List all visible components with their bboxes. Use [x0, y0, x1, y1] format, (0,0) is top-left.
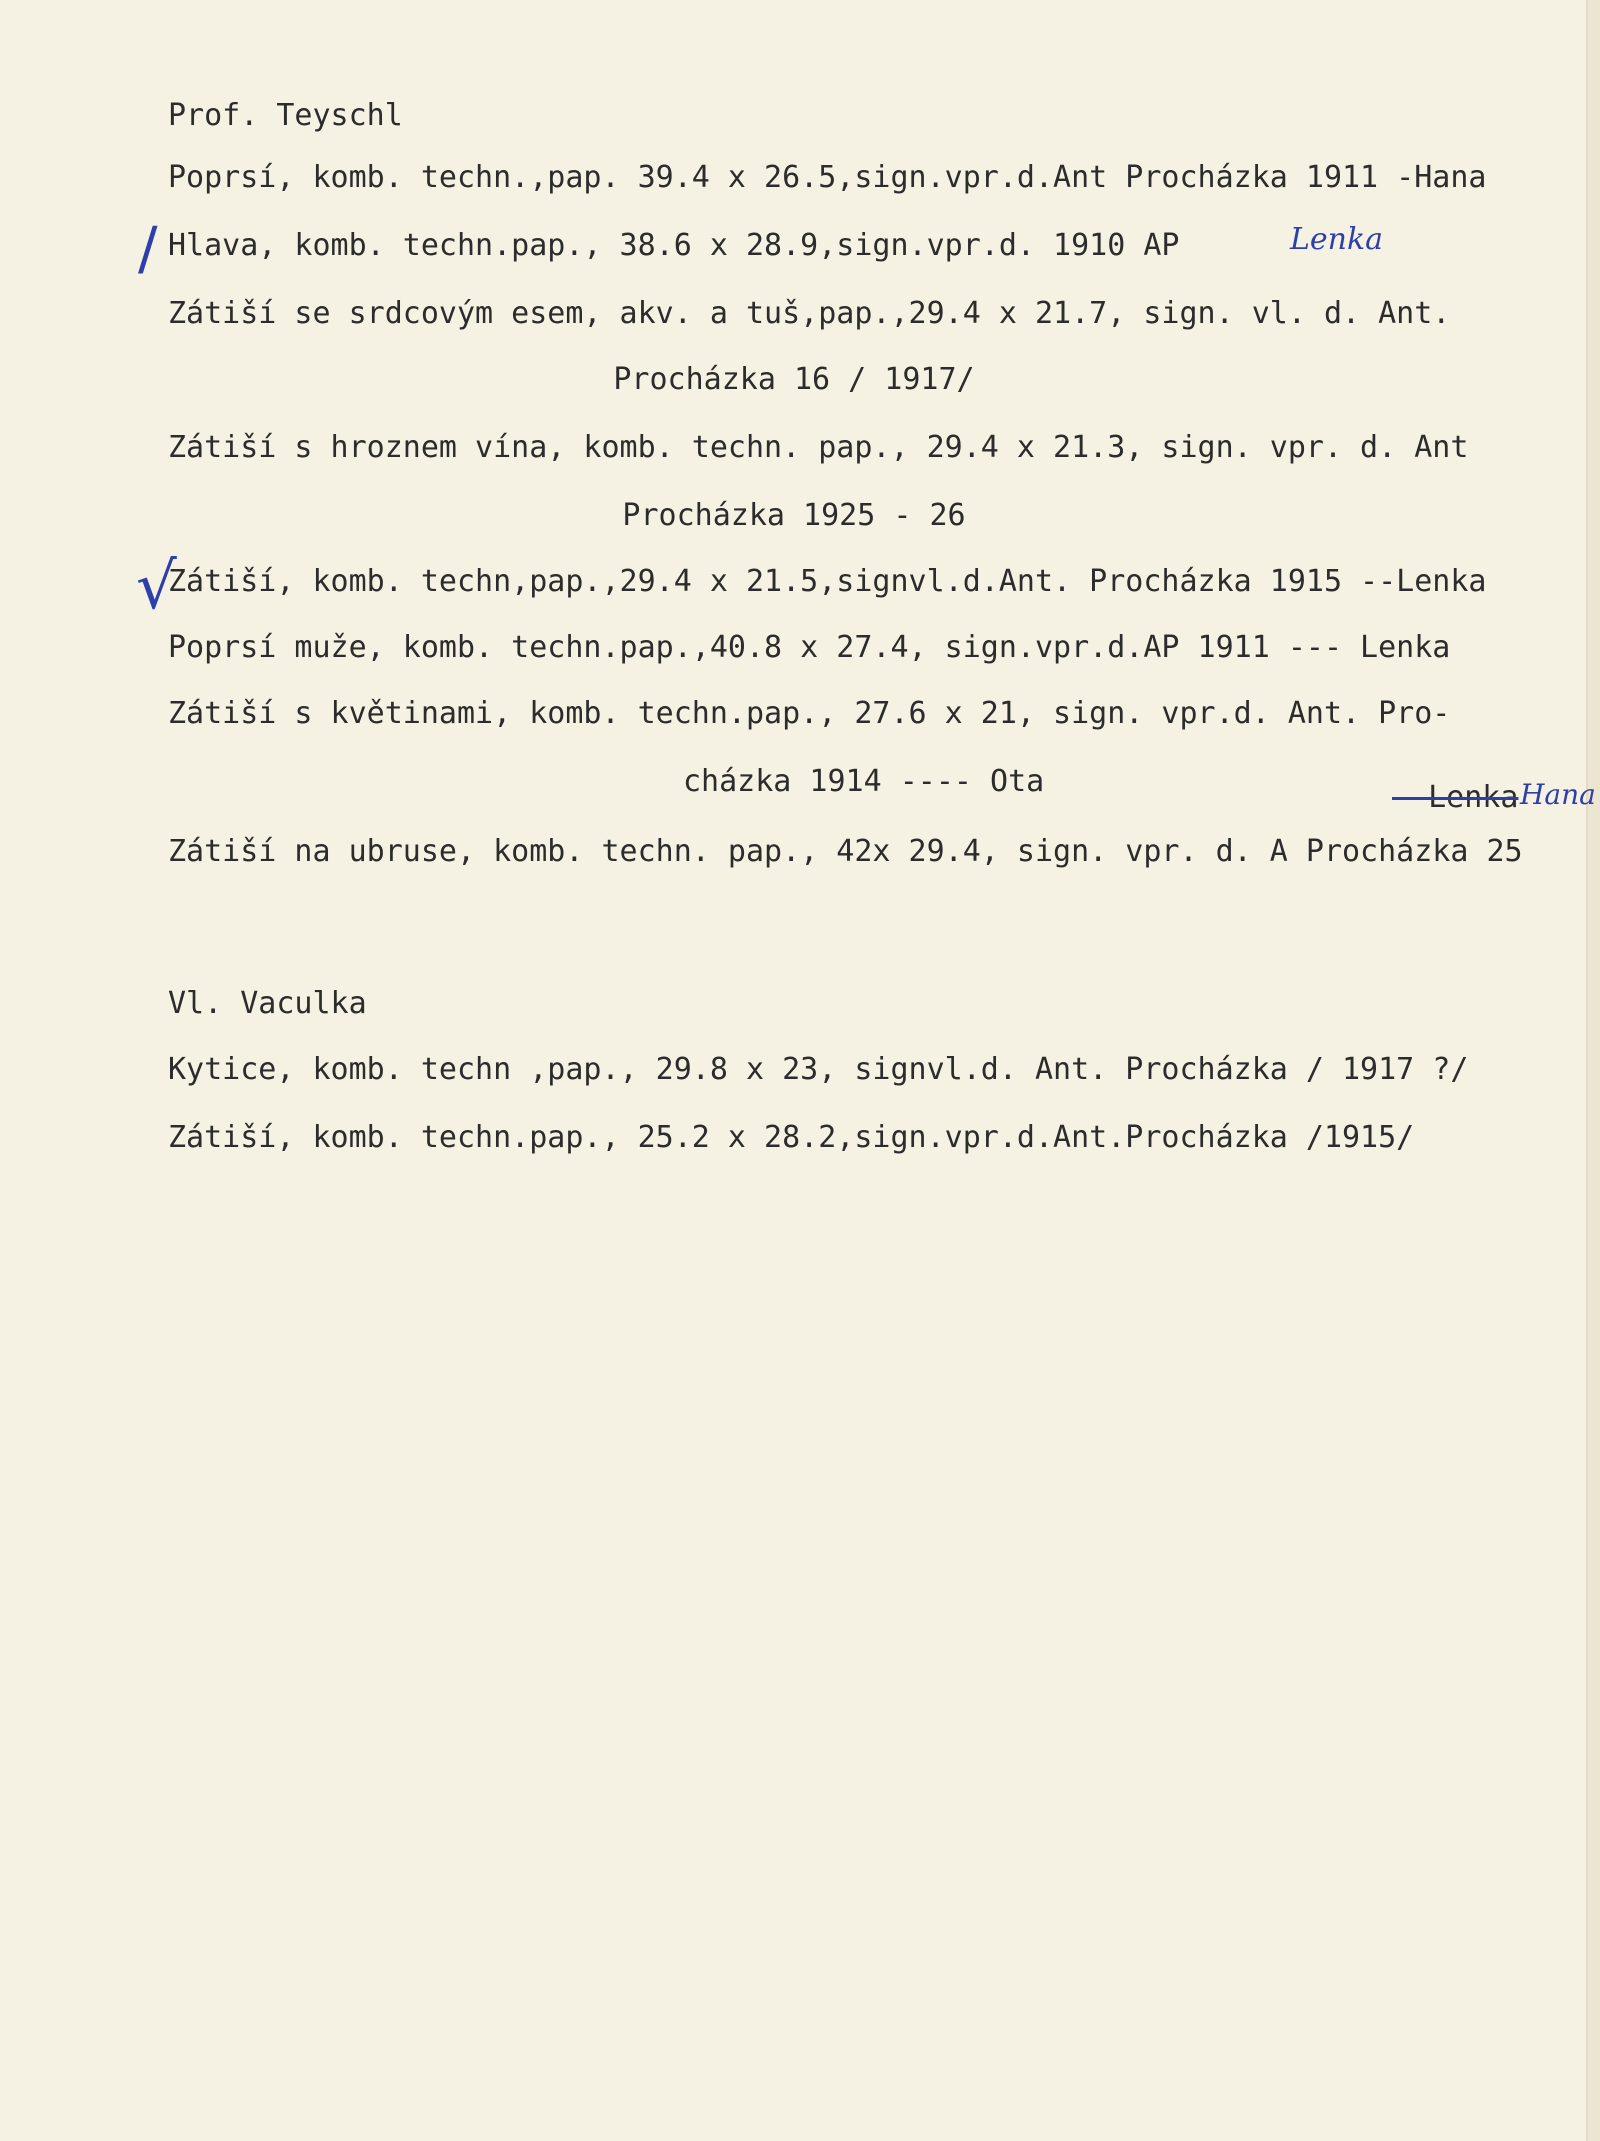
entry-line: Zátiší s hroznem vína, komb. techn. pap., 29.4 x 21.3, sign. vpr. d. Ant	[168, 430, 1469, 465]
section-heading-teyschl: Prof. Teyschl	[168, 98, 403, 133]
handwritten-note: Lenka	[1290, 222, 1384, 257]
page-edge	[1588, 0, 1600, 2141]
entry-line: Zátiší se srdcovým esem, akv. a tuš,pap.,29.4 x 21.7, sign. vl. d. Ant.	[168, 296, 1451, 331]
entry-line: Kytice, komb. techn ,pap., 29.8 x 23, signvl.d. Ant. Procházka / 1917 ?/	[168, 1052, 1469, 1087]
entry-line-continued: cházka 1914 ---- Ota	[683, 764, 1045, 799]
entry-line: Hlava, komb. techn.pap., 38.6 x 28.9,sign.vpr.d. 1910 AP	[168, 228, 1180, 263]
check-mark-icon: √	[136, 550, 177, 624]
entry-line: Poprsí muže, komb. techn.pap.,40.8 x 27.4, sign.vpr.d.AP 1911 --- Lenka	[168, 630, 1451, 665]
check-mark-icon: /	[138, 214, 158, 282]
entry-line: Poprsí, komb. techn.,pap. 39.4 x 26.5,sign.vpr.d.Ant Procházka 1911 -Hana	[168, 160, 1487, 195]
struck-note: --Lenka	[1392, 780, 1519, 815]
handwritten-note: Hana	[1520, 778, 1596, 811]
entry-line-continued: Procházka 16 / 1917/	[613, 362, 975, 397]
entry-line: Zátiší, komb. techn.pap., 25.2 x 28.2,sign.vpr.d.Ant.Procházka /1915/	[168, 1120, 1415, 1155]
entry-line-continued: Procházka 1925 - 26	[622, 498, 966, 533]
entry-line: Zátiší na ubruse, komb. techn. pap., 42x 29.4, sign. vpr. d. A Procházka 25	[168, 834, 1523, 869]
section-heading-vaculka: Vl. Vaculka	[168, 986, 367, 1021]
entry-line: Zátiší, komb. techn,pap.,29.4 x 21.5,signvl.d.Ant. Procházka 1915 --Lenka	[168, 564, 1487, 599]
entry-line: Zátiší s květinami, komb. techn.pap., 27.6 x 21, sign. vpr.d. Ant. Pro-	[168, 696, 1451, 731]
